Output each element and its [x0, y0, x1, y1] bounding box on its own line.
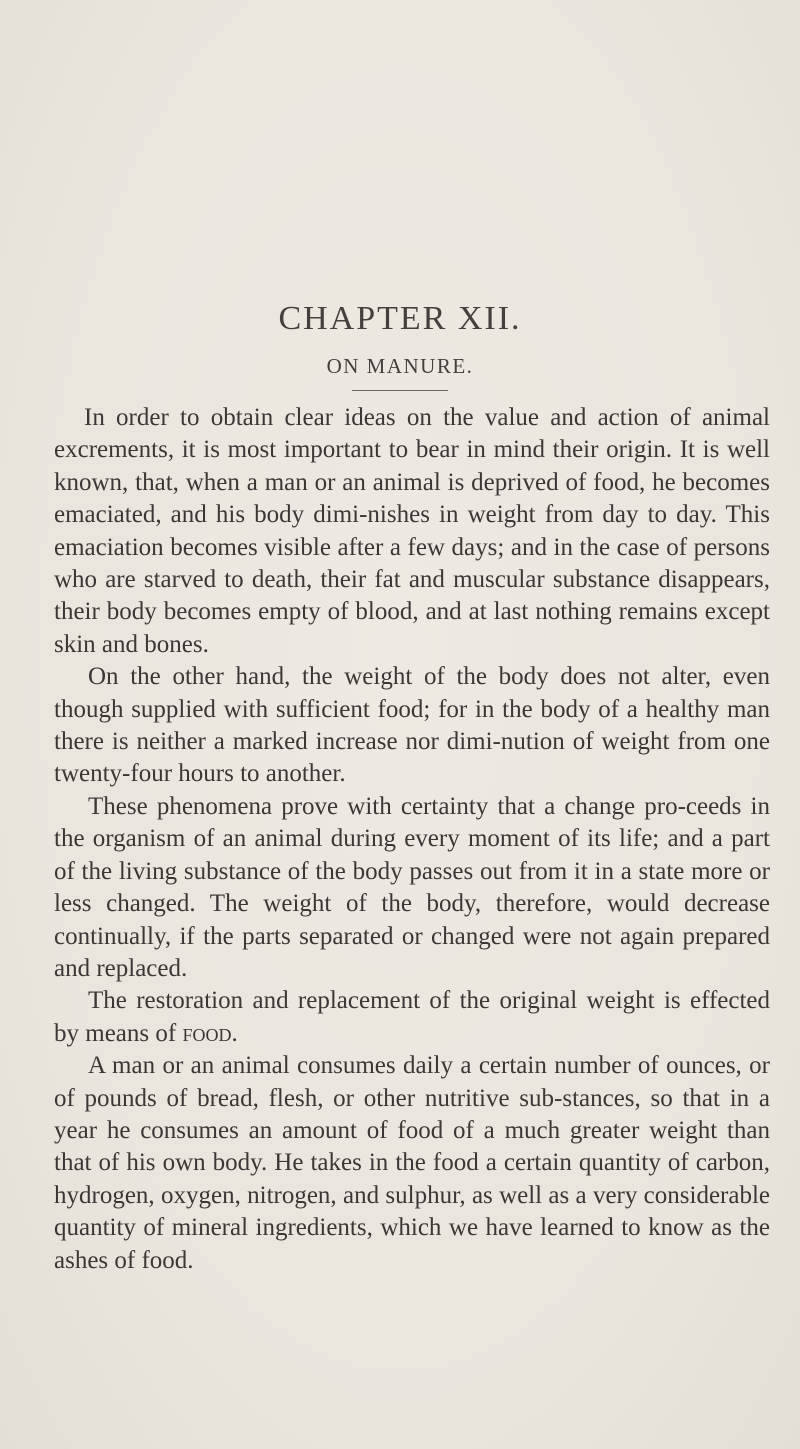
restoration-end: .	[231, 1019, 238, 1047]
chapter-title: CHAPTER XII.	[278, 300, 522, 337]
paragraph-consumption: A man or an animal consumes daily a certain number of ounces, or of pounds of bread, flesh, or other nutritive sub-stances, so that in a year he consumes an amount of food of a much greater weight than that of his own body. He takes in the food a certain quantity of carbon, hydrogen, oxygen, nitrogen, and sulphur, as well as a very considerable quantity of mineral ingredients, which we have learned to know as the ashes of food.	[54, 1052, 770, 1274]
chapter-subtitle: ON MANURE.	[326, 354, 474, 378]
paragraph-phenomena: These phenomena prove with certainty that a change pro-ceeds in the organism of an animal during every moment of its life; and a part of the living substance of the body passes out from it in a state more or less changed. The weight of the body, therefore, would decrease continually, if the parts separated or changed were not again prepared and replaced.	[54, 792, 770, 982]
paragraph-body-weight: On the other hand, the weight of the body does not alter, even though supplied with sufficient food; for in the body of a healthy man there is neither a marked increase nor dimi-nution of weight from one twenty-four hours to another.	[54, 663, 770, 788]
restoration-emphasis: food	[182, 1019, 232, 1047]
paragraph-origin: In order to obtain clear ideas on the value and action of animal excrements, it is most important to bear in mind their origin. It is well known, that, when a man or an animal is deprived of food, he becomes emaciated, and his body dimi-nishes in weight from day to day. This emaciation becomes visible after a few days; and in the case of persons who are starved to death, their fat and muscular substance disappears, their body becomes empty of blood, and at last nothing remains except skin and bones.	[54, 404, 770, 658]
chapter-body	[54, 402, 770, 1277]
title-rule	[352, 390, 448, 391]
restoration-text: The restoration and replacement of the original weight is effected by means of	[54, 987, 770, 1047]
paragraph-restoration	[54, 985, 770, 1050]
